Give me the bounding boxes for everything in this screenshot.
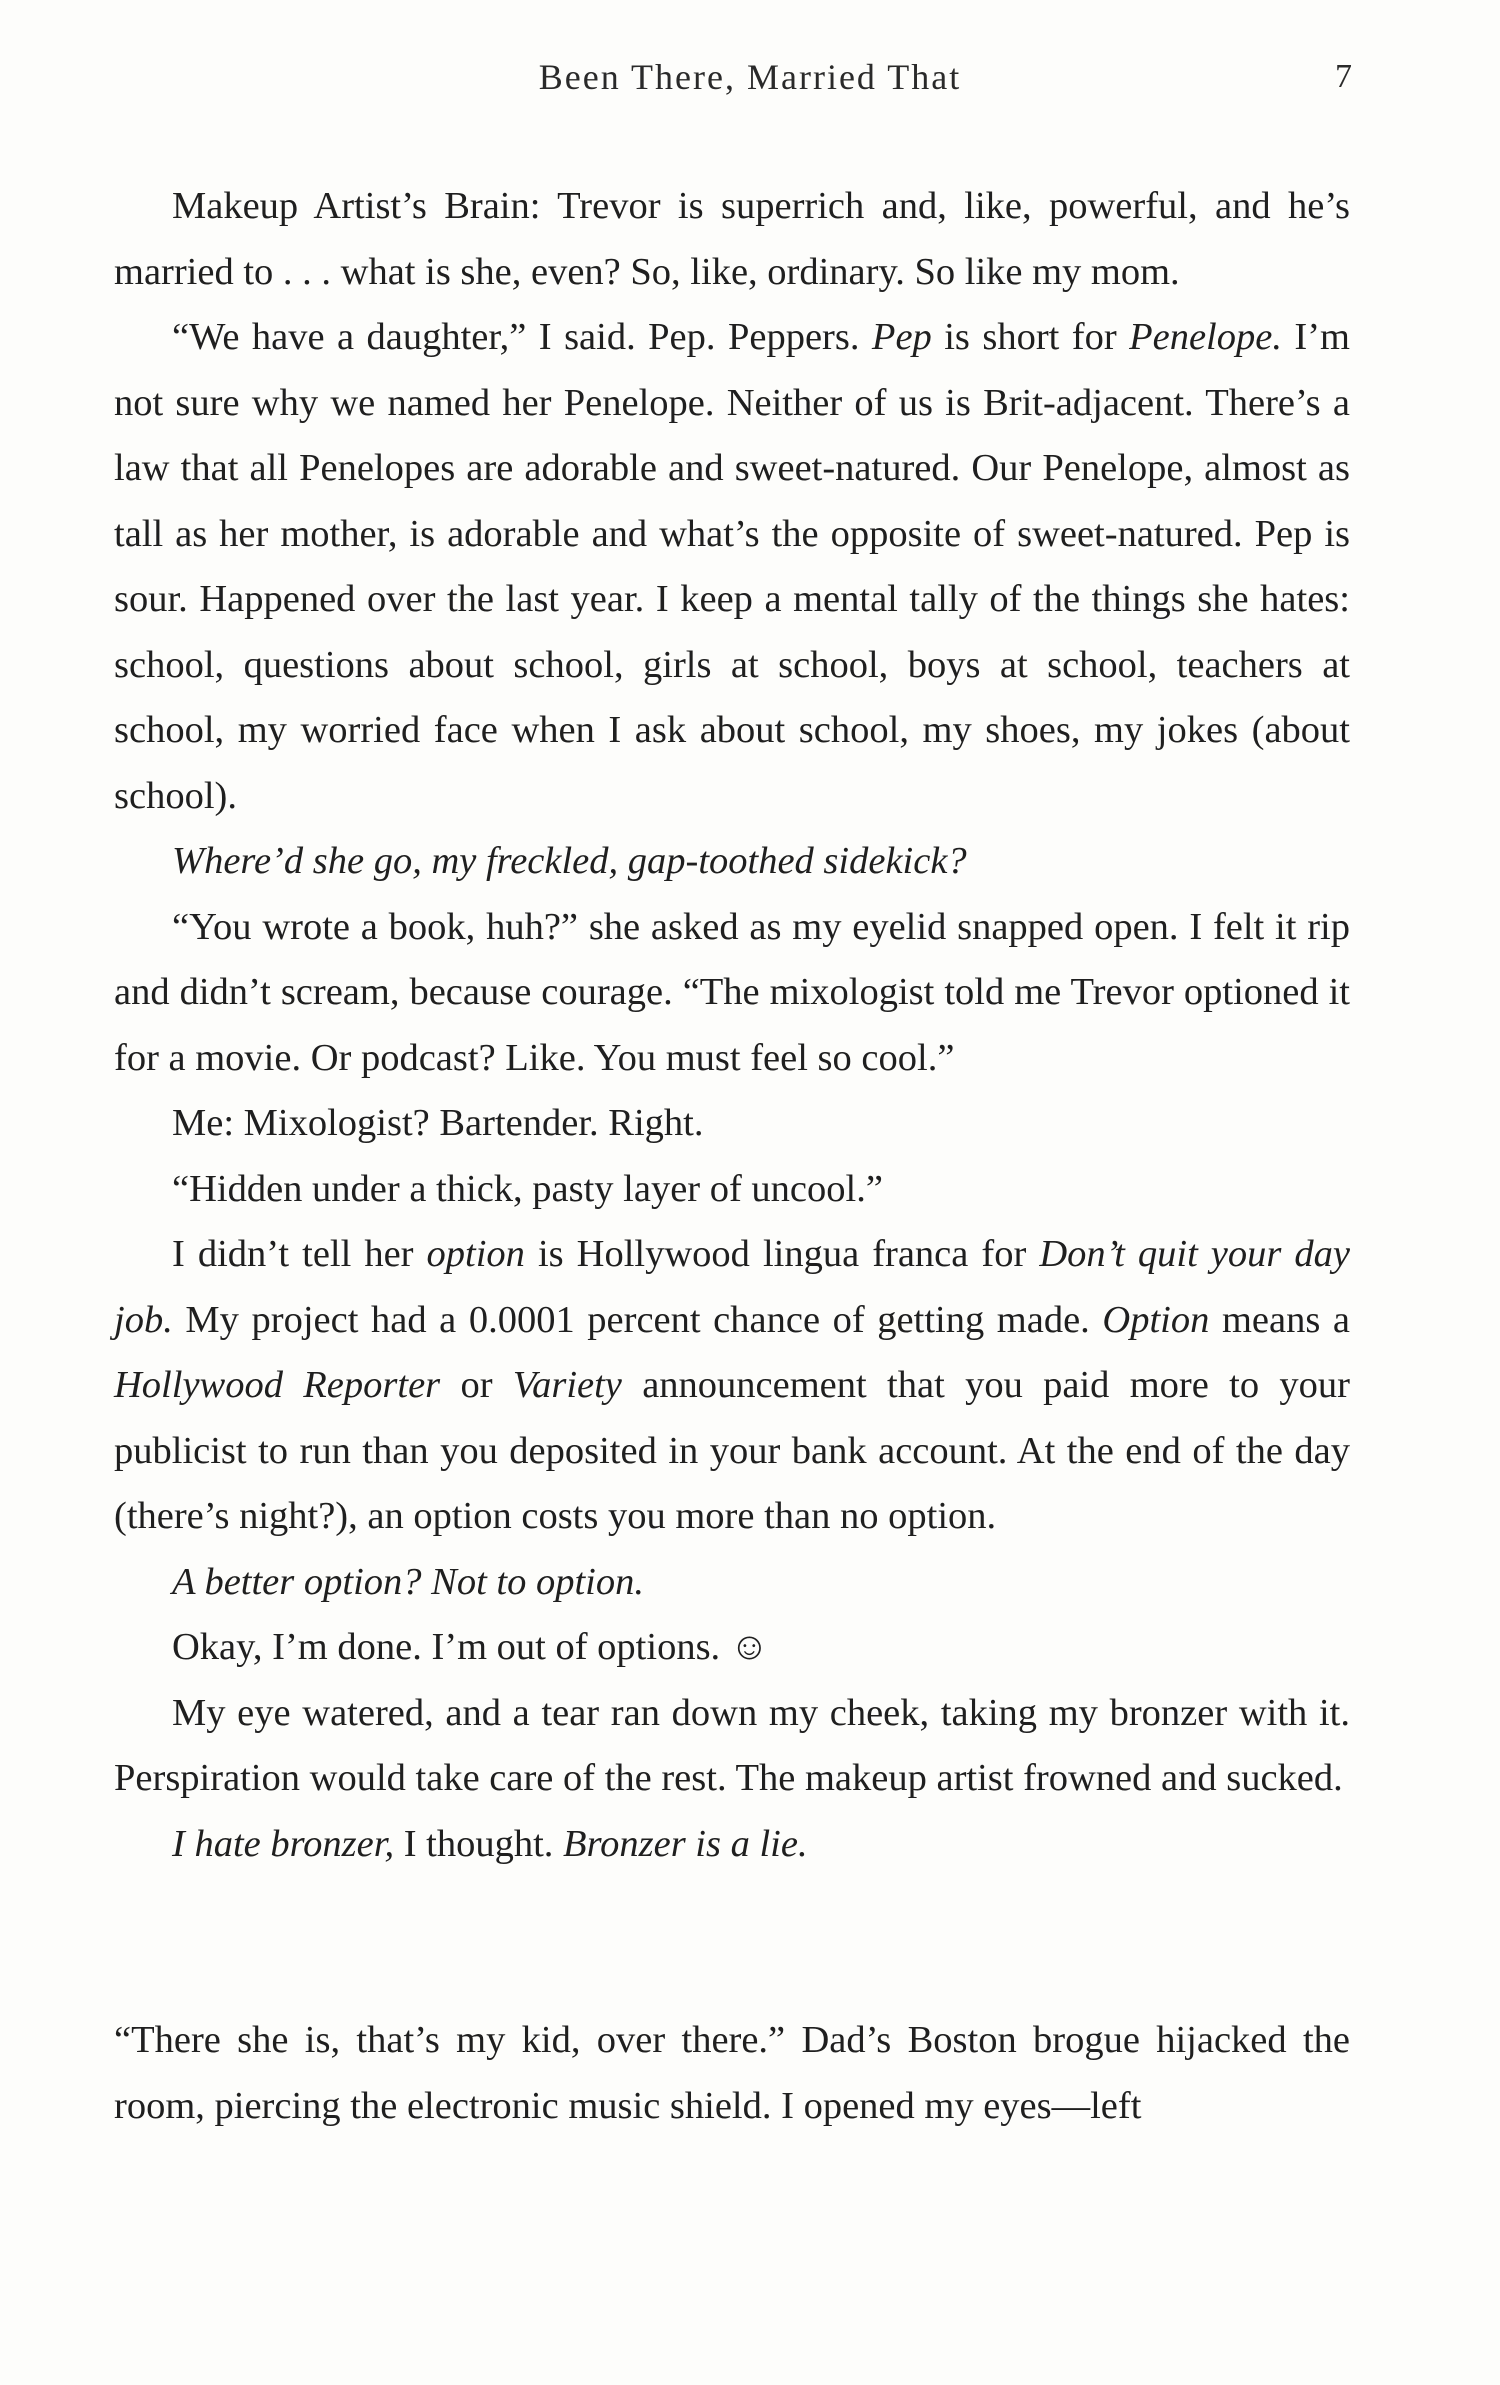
text-run: is Hollywood lingua franca for <box>524 1233 1040 1275</box>
paragraph <box>114 174 1350 305</box>
italic-text: Variety <box>512 1364 622 1406</box>
scene-break <box>114 1877 1350 2008</box>
italic-text: Pep <box>871 316 932 358</box>
text-run: “Hidden under a thick, pasty layer of uncool.” <box>172 1167 883 1210</box>
paragraph <box>114 1812 1350 1878</box>
running-header <box>0 52 1500 102</box>
paragraph <box>114 1157 1350 1223</box>
paragraph <box>114 2008 1350 2139</box>
page-number: 7 <box>1335 58 1352 95</box>
paragraph <box>114 1222 1350 1550</box>
italic-text: option <box>426 1233 525 1275</box>
paragraph <box>114 305 1350 829</box>
paragraph <box>114 829 1350 895</box>
body-text <box>114 174 1350 2139</box>
text-run: I didn’t tell her <box>172 1233 427 1275</box>
text-run: “We have a daughter,” I said. Pep. Peppers. <box>172 316 872 358</box>
text-run: or <box>440 1364 513 1406</box>
text-run: I’m not sure why we named her Penelope. Neither of us is Brit-adjacent. There’s a law that all Penelopes are adorable and sweet-natured. Our Penelope, almost as tall as her mother, is adorable and what’s the opposite of sweet-natured. Pep is sour. Happened over the last year. I keep a mental tally of the things she hates: school, questions about school, girls at school, boys at school, teachers at school, my worried face when I ask about school, my shoes, my jokes (about school). <box>114 316 1350 817</box>
text-run: My project had a 0.0001 percent chance of getting made. <box>172 1298 1103 1341</box>
text-run: announcement that you paid more to your publicist to run than you deposited in your bank account. At the end of the day (there’s night?), an option costs you more than no option. <box>114 1364 1350 1537</box>
italic-text: Penelope. <box>1129 316 1282 358</box>
italic-text: Where’d she go, my freckled, gap-toothed sidekick? <box>172 840 967 882</box>
italic-text: Don’t quit your day job. <box>114 1233 1350 1341</box>
italic-text: I hate bronzer, <box>172 1822 395 1865</box>
text-run: Makeup Artist’s Brain: Trevor is superrich and, like, powerful, and he’s married to . . . what is she, even? So, like, ordinary. So like my mom. <box>114 185 1350 293</box>
text-run: means a <box>1209 1298 1350 1341</box>
italic-text: Bronzer is a lie. <box>563 1822 808 1865</box>
text-run: I thought. <box>394 1822 564 1865</box>
text-run: My eye watered, and a tear ran down my cheek, taking my bronzer with it. Perspiration would take care of the rest. The makeup artist frowned and sucked. <box>114 1691 1350 1799</box>
text-run: Okay, I’m done. I’m out of options. ☺ <box>172 1626 770 1668</box>
running-title: Been There, Married That <box>538 57 962 97</box>
text-run: is short for <box>931 316 1130 358</box>
paragraph <box>114 1615 1350 1681</box>
text-run: “You wrote a book, huh?” she asked as my eyelid snapped open. I felt it rip and didn’t scream, because courage. “The mixologist told me Trevor optioned it for a movie. Or podcast? Like. You must feel so cool.” <box>114 905 1350 1079</box>
paragraph <box>114 895 1350 1092</box>
paragraph <box>114 1681 1350 1812</box>
text-run: Me: Mixologist? Bartender. Right. <box>172 1102 704 1144</box>
italic-text: Hollywood Reporter <box>114 1364 441 1406</box>
italic-text: A better option? Not to option. <box>172 1560 644 1603</box>
text-run: “There she is, that’s my kid, over there.” Dad’s Boston brogue hijacked the room, piercing the electronic music shield. I opened my eyes—left <box>114 2019 1350 2127</box>
paragraph <box>114 1550 1350 1616</box>
paragraph <box>114 1091 1350 1157</box>
italic-text: Option <box>1102 1298 1210 1341</box>
